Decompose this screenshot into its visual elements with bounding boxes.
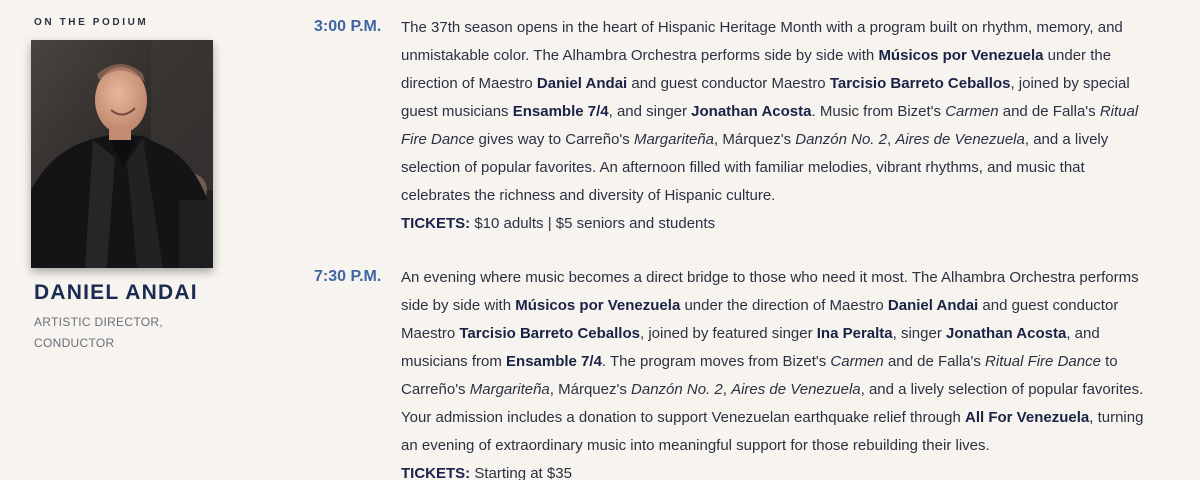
text-run: , and musicians from	[401, 325, 1100, 370]
bold-highlight: Músicos por Venezuela	[878, 47, 1044, 64]
text-run: to Carreño's	[401, 353, 1118, 398]
tickets-price: Starting at $35	[470, 465, 572, 480]
portrait-illustration	[31, 40, 213, 268]
text-run: and guest conductor Maestro	[401, 297, 1119, 342]
bold-highlight: Ensamble 7/4	[506, 353, 602, 370]
work-title: Ritual Fire Dance	[985, 353, 1101, 370]
bold-highlight: Ina Peralta	[816, 325, 893, 342]
text-run: , joined by featured singer	[639, 325, 817, 342]
conductor-portrait-photo	[31, 40, 213, 268]
event-time: 7:30 P.M.	[314, 268, 382, 285]
text-run: An evening where music becomes a direct bridge to those who need it most. The Alhambra Orchestra performs side by side with	[401, 269, 1139, 314]
work-title: Aires de Venezuela	[895, 131, 1025, 148]
bold-highlight: Daniel Andai	[536, 75, 628, 92]
event-tickets	[401, 460, 1157, 480]
work-title: Ritual Fire Dance	[401, 103, 1139, 148]
work-title: Margariteña	[469, 381, 550, 398]
text-run: , and a lively selection of popular favorites. An afternoon filled with familiar melodies, vibrant rhythms, and music that celebrates the richness and diversity of Hispanic culture.	[401, 131, 1109, 204]
podium-kicker: ON THE PODIUM	[34, 17, 149, 28]
text-run: , singer	[892, 325, 946, 342]
work-title: Danzón No. 2	[631, 381, 723, 398]
bold-highlight: Ensamble 7/4	[512, 103, 609, 120]
text-run: . The program moves from Bizet's	[601, 353, 831, 370]
work-title: Aires de Venezuela	[731, 381, 861, 398]
text-run: under the direction of Maestro	[401, 47, 1112, 92]
text-run: , and a lively selection of popular favorites. Your admission includes a donation to support Venezuelan earthquake relief through	[401, 381, 1144, 426]
event-tickets	[401, 210, 1157, 238]
text-run: under the direction of Maestro	[680, 297, 888, 314]
bold-highlight: Daniel Andai	[887, 297, 979, 314]
text-run: ,	[722, 381, 732, 398]
text-run: gives way to Carreño's	[474, 131, 634, 148]
director-name: DANIEL ANDAI	[34, 281, 198, 304]
event-description	[401, 264, 1157, 460]
director-role: ARTISTIC DIRECTOR, CONDUCTOR	[34, 315, 163, 350]
tickets-price: $10 adults | $5 seniors and students	[470, 215, 716, 232]
text-run: , and singer	[608, 103, 692, 120]
bold-highlight: Tarcisio Barreto Ceballos	[829, 75, 1011, 92]
text-run: , turning an evening of extraordinary music into meaningful support for those rebuilding their lives.	[401, 409, 1144, 454]
bold-highlight: Jonathan Acosta	[946, 325, 1067, 342]
text-run: . Music from Bizet's	[811, 103, 946, 120]
event-time: 3:00 P.M.	[314, 18, 382, 35]
event-description	[401, 14, 1157, 210]
bold-highlight: All For Venezuela	[965, 409, 1090, 426]
event-matinee	[314, 14, 1194, 238]
bold-highlight: Jonathan Acosta	[691, 103, 812, 120]
event-evening	[314, 264, 1194, 480]
work-title: Danzón No. 2	[795, 131, 887, 148]
text-run: The 37th season opens in the heart of Hispanic Heritage Month with a program built on rhythm, memory, and unmistakable color. The Alhambra Orchestra performs side by side with	[401, 19, 1123, 64]
text-run: , Márquez's	[714, 131, 796, 148]
text-run: and de Falla's	[883, 353, 986, 370]
text-run: , joined by special guest musicians	[401, 75, 1130, 120]
text-run: and de Falla's	[998, 103, 1100, 120]
work-title: Carmen	[945, 103, 999, 120]
performance-schedule	[314, 14, 1194, 480]
text-run: ,	[886, 131, 896, 148]
tickets-label: TICKETS:	[401, 465, 471, 480]
text-run: and guest conductor Maestro	[627, 75, 830, 92]
text-run: , Márquez's	[549, 381, 632, 398]
work-title: Carmen	[830, 353, 884, 370]
bold-highlight: Músicos por Venezuela	[515, 297, 681, 314]
on-the-podium-panel	[0, 0, 260, 480]
bold-highlight: Tarcisio Barreto Ceballos	[459, 325, 640, 342]
work-title: Margariteña	[633, 131, 715, 148]
tickets-label: TICKETS:	[401, 215, 471, 232]
